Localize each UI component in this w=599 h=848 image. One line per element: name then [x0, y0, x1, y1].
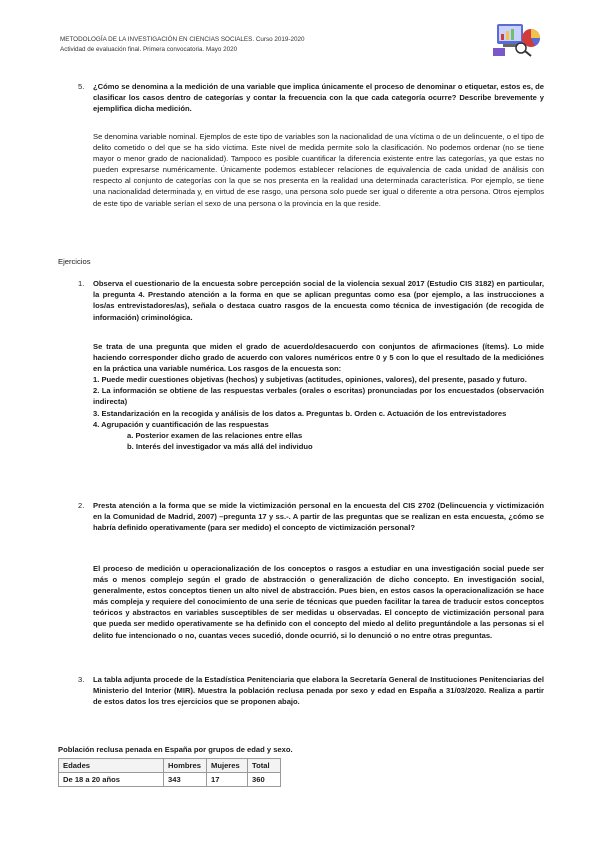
document-header [60, 35, 305, 54]
answer-point-2: 2. La información se obtiene de las respuestas verbales (orales o escritas) pronunciadas por los encuestados (observación indirecta) [93, 386, 544, 407]
question-5-text: ¿Cómo se denomina a la medición de una variable que implica únicamente el proceso de denominar o etiquetar, estos es, de clasificar los casos dentro de categorías y contar la frecuencia con la que cada categoría ocurre? Describe brevemente y ejemplifica dicha medición. [93, 82, 544, 114]
exercise-number: 1. [78, 279, 85, 288]
column-header-mujeres: Mujeres [207, 759, 248, 773]
answer-point-4a: a. Posterior examen de las relaciones entre ellas [127, 430, 303, 440]
exercise-1-text: Observa el cuestionario de la encuesta sobre percepción social de la violencia sexual 2017 (Estudio CIS 3182) en particular, la pregunta 4. Prestando atención a la forma en que se aplican preguntas como esa (por ejemplo, a las instrucciones a los/as entrevistadores/as), señala o destaca cuatro rasgos de la encuesta como técnica de investigación (de recogida de información) criminológica. [93, 279, 544, 322]
exercise-number: 2. [78, 501, 85, 510]
header-activity-line: Actividad de evaluación final. Primera convocatoria. Mayo 2020 [60, 45, 238, 53]
table-cell: 17 [207, 773, 248, 787]
header-course-line: METODOLOGÍA DE LA INVESTIGACIÓN EN CIENCIAS SOCIALES. Curso 2019-2020 [60, 36, 305, 43]
exercise-2-text: Presta atención a la forma que se mide la victimización personal en la encuesta del CIS 2702 (Delincuencia y victimización en la Comunidad de Madrid, 2007) –pregunta 17 y ss.-. A partir de las preguntas que se realizan en esta encuesta, ¿cómo se habría definido operativamente (para ser medido) el concepto de victimización personal? [93, 501, 544, 533]
data-analysis-logo-icon [491, 20, 549, 58]
question-number: 5. [78, 82, 85, 91]
question-5-answer: Se denomina variable nominal. Ejemplos de este tipo de variables son la nacionalidad de una víctima o de un delincuente, o el tipo de delito cometido o del que se ha sido víctima. Este nivel de medida permite solo la clasificación. No podemos ordenar (no se tiene mayor o menor grado de nacionalidad). Tampoco es posible cuantificar la diferencia existente entre las categorías, ya que estas no pueden expresarse numéricamente. Únicamente podemos establecer relaciones de equivalencia de cada unidad de análisis con respecto al conjunto de categorías con la que se nos presenta en la realidad una determinada característica. Por ejemplo, se tiene una nacionalidad determinada y, en virtud de ese rasgo, una persona solo puede ser igual o diferente a otra persona. Otros ejemplos de este tipo de variable serían el sexo de una persona o la provincia en la que reside. [93, 132, 544, 208]
table-row [59, 773, 281, 787]
answer-intro: Se trata de una pregunta que miden el grado de acuerdo/desacuerdo con conjuntos de afirmaciones (ítems). Lo mide haciendo corresponder dicho grado de acuerdo con valores numéricos entre 0 y 5 con lo que el resultado de la mediciónes en la práctica una variable numérica. Los rasgos de la encuesta son: [93, 342, 544, 374]
exercise-2-answer: El proceso de medición u operacionalización de los conceptos o rasgos a estudiar en una investigación social puede ser más o menos complejo según el grado de abstracción o generalización de dicho concepto. En investigación social, generalmente, estos conceptos tienen un alto nivel de abstracción. Pues bien, en estos casos la operacionalización se hace más compleja y requiere del conocimiento de una serie de técnicas que pueden facilitar la tarea de traducir estos conceptos teóricos y abstractos en variables susceptibles de ser medidas u observadas. El concepto de victimización personal para que pueda ser medido operativamente se ha definido con el concepto del miedo al delito preguntándole a las personas si el delito fue intencionado o no, cuantas veces sucedió, donde ocurrió, si lo denunció o no entre otras preguntas. [93, 564, 544, 640]
column-header-hombres: Hombres [164, 759, 207, 773]
column-header-edades: Edades [59, 759, 164, 773]
exercise-number: 3. [78, 675, 85, 684]
table-caption: Población reclusa penada en España por grupos de edad y sexo. [58, 745, 293, 754]
table-cell: De 18 a 20 años [59, 773, 164, 787]
answer-point-1: 1. Puede medir cuestiones objetivas (hechos) y subjetivas (actitudes, opiniones, valores), del presente, pasado y futuro. [93, 375, 527, 385]
answer-point-4: 4. Agrupación y cuantificación de las respuestas [93, 419, 269, 429]
table-cell: 360 [248, 773, 281, 787]
answer-point-4b: b. Interés del investigador va más allá del individuo [127, 441, 313, 451]
table-header-row [59, 759, 281, 773]
section-title-ejercicios: Ejercicios [58, 257, 91, 266]
answer-point-3: 3. Estandarización en la recogida y análisis de los datos a. Preguntas b. Orden c. Actuación de los entrevistadores [93, 408, 507, 418]
column-header-total: Total [248, 759, 281, 773]
population-table [58, 758, 281, 787]
exercise-3-text: La tabla adjunta procede de la Estadística Penitenciaria que elabora la Secretaría General de Instituciones Penitenciarias del Ministerio del Interior (MIR). Muestra la población reclusa penada por sexo y edad en España a 31/03/2020. Realiza a partir de estos datos los tres ejercicios que se proponen abajo. [93, 675, 544, 707]
table-cell: 343 [164, 773, 207, 787]
exercise-1-answer [93, 341, 544, 452]
